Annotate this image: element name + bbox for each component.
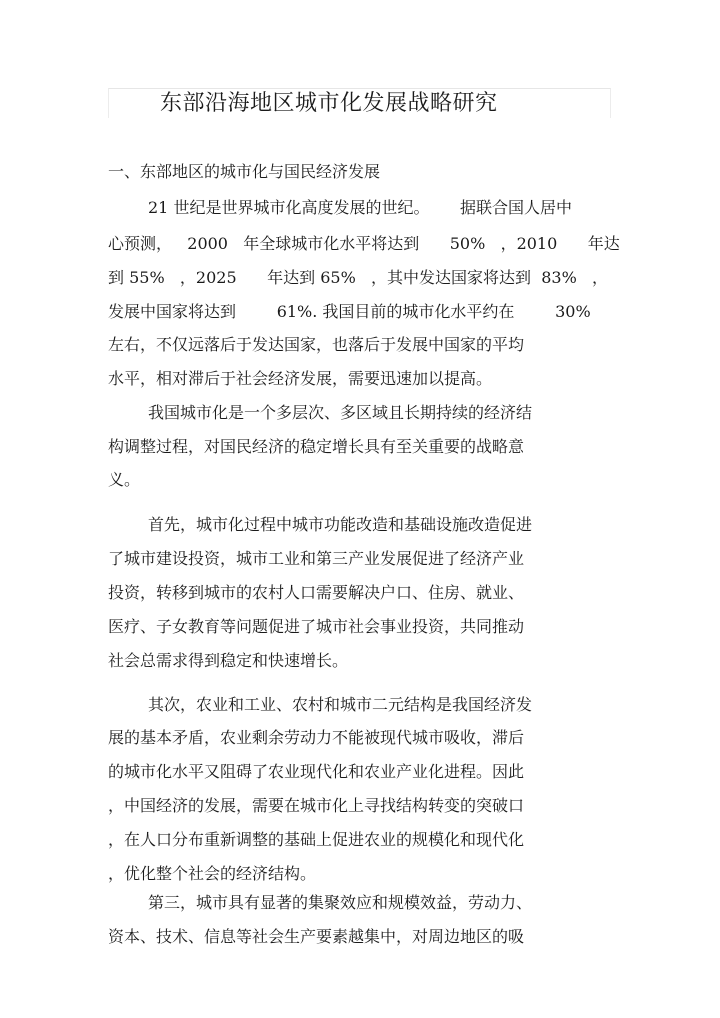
paragraph-line: 构调整过程，对国民经济的稳定增长具有至关重要的战略意 xyxy=(108,437,525,456)
paragraph-line: 发展中国家将达到 61%. 我国目前的城市化水平约在 30% xyxy=(108,302,591,321)
paragraph-line: 资本、技术、信息等社会生产要素越集中，对周边地区的吸 xyxy=(108,927,525,946)
paragraph-line: ，在人口分布重新调整的基础上促进农业的规模化和现代化 xyxy=(108,830,525,849)
document-title: 东部沿海地区城市化发展战略研究 xyxy=(160,91,498,116)
paragraph-line: 到 55% ，2025 年达到 65% ，其中发达国家将达到 83% ， xyxy=(108,268,609,287)
paragraph-line: 了城市建设投资，城市工业和第三产业发展促进了经济产业 xyxy=(108,549,525,568)
paragraph-line: 21 世纪是世界城市化高度发展的世纪。 据联合国人居中 xyxy=(148,198,572,217)
paragraph-line: 第三，城市具有显著的集聚效应和规模效益，劳动力、 xyxy=(148,893,533,912)
paragraph-line: 社会总需求得到稳定和快速增长。 xyxy=(108,651,349,670)
paragraph-line: ，优化整个社会的经济结构。 xyxy=(108,864,317,883)
paragraph-line: 义。 xyxy=(108,470,141,489)
paragraph-line: 的城市化水平又阻碍了农业现代化和农业产业化进程。因此 xyxy=(108,762,525,781)
paragraph-line: 医疗、子女教育等问题促进了城市社会事业投资，共同推动 xyxy=(108,617,525,636)
paragraph-line: 投资，转移到城市的农村人口需要解决户口、住房、就业、 xyxy=(108,583,525,602)
paragraph-line: 心预测， 2000 年全球城市化水平将达到 50% ，2010 年达 xyxy=(108,234,620,253)
paragraph-line: 其次，农业和工业、农村和城市二元结构是我国经济发 xyxy=(148,695,533,714)
paragraph-line: 展的基本矛盾，农业剩余劳动力不能被现代城市吸收，滞后 xyxy=(108,728,525,747)
paragraph-line: ，中国经济的发展，需要在城市化上寻找结构转变的突破口 xyxy=(108,796,525,815)
paragraph-line: 首先，城市化过程中城市功能改造和基础设施改造促进 xyxy=(148,515,533,534)
paragraph-line: 我国城市化是一个多层次、多区域且长期持续的经济结 xyxy=(148,403,533,422)
paragraph-line: 左右，不仅远落后于发达国家，也落后于发展中国家的平均 xyxy=(108,335,525,354)
paragraph-line: 水平，相对滞后于社会经济发展，需要迅速加以提高。 xyxy=(108,369,493,388)
section-heading: 一、东部地区的城市化与国民经济发展 xyxy=(108,162,381,181)
